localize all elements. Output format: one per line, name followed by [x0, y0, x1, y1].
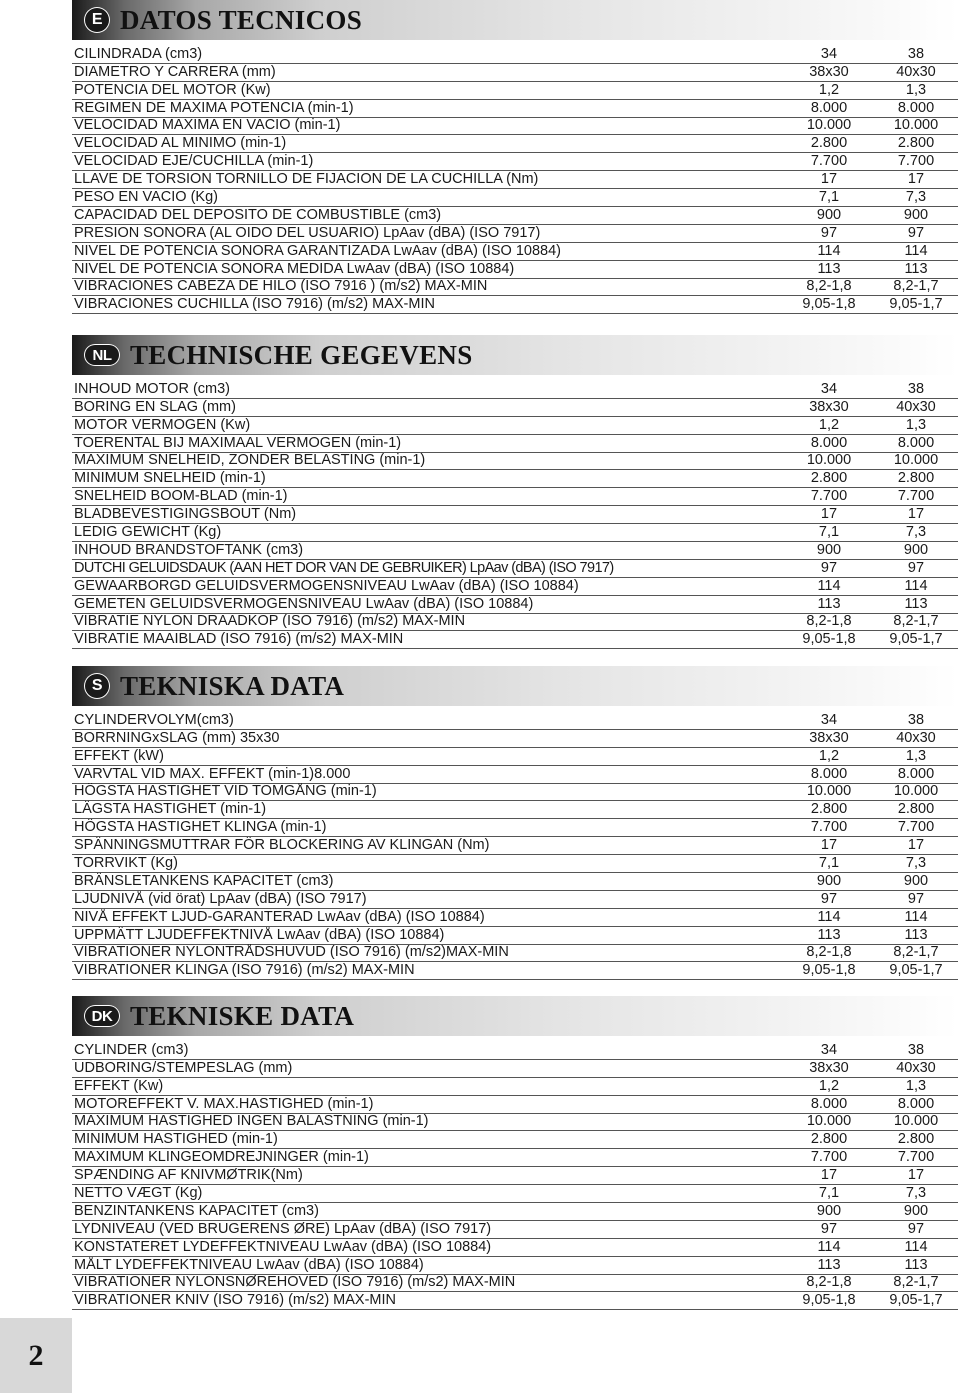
- spec-value-34: 2.800: [810, 801, 848, 818]
- spec-value-38: 8,2-1,7: [893, 613, 939, 630]
- spec-value-38: 97: [907, 224, 925, 241]
- spec-label: NIVEL DE POTENCIA SONORA GARANTIZADA LwAav (dBA) (ISO 10884): [74, 242, 561, 259]
- spec-label: VIBRATIE MAAIBLAD (ISO 7916) (m/s2) MAX-MIN: [74, 631, 404, 648]
- language-badge: S: [84, 673, 110, 699]
- table-row: [72, 135, 958, 153]
- spec-value-38: 900: [903, 206, 929, 223]
- spec-value-38: 900: [903, 872, 929, 889]
- spec-value-34: 34: [820, 711, 838, 728]
- page-number-box: [0, 1318, 72, 1393]
- spec-value-38: 2.800: [897, 470, 935, 487]
- spec-value-38: 7.700: [897, 153, 935, 170]
- spec-label: NETTO VÆGT (Kg): [74, 1185, 203, 1202]
- table-row: [72, 46, 958, 64]
- spec-value-38: 8.000: [897, 1095, 935, 1112]
- spec-label: INHOUD MOTOR (cm3): [74, 380, 231, 397]
- spec-value-38: 9,05-1,7: [889, 296, 943, 313]
- spec-value-34: 2.800: [810, 1131, 848, 1148]
- spec-value-34: 114: [817, 908, 841, 925]
- spec-value-38: 7,3: [905, 1185, 927, 1202]
- spec-label: VIBRATIONER KLINGA (ISO 7916) (m/s2) MAX-MIN: [74, 962, 415, 979]
- table-row: [72, 873, 958, 891]
- spec-label: VIBRACIONES CABEZA DE HILO (ISO 7916 ) (m/s2) MAX-MIN: [74, 278, 488, 295]
- spec-value-34: 34: [820, 380, 838, 397]
- spec-label: DUTCHI GELUIDSDAUK (AAN HET DOR VAN DE GEBRUIKER) LpAav (dBA) (ISO 7917): [74, 559, 614, 576]
- table-row: [72, 578, 958, 596]
- table-row: [72, 279, 958, 297]
- section-swedish: [72, 666, 958, 980]
- spec-label: PRESION SONORA (AL OIDO DEL USUARIO) LpAav (dBA) (ISO 7917): [74, 224, 541, 241]
- spec-value-34: 9,05-1,8: [802, 296, 856, 313]
- spec-value-38: 113: [904, 595, 928, 612]
- spec-value-34: 34: [820, 45, 838, 62]
- table-row: [72, 801, 958, 819]
- spec-label: DIAMETRO Y CARRERA (mm): [74, 63, 276, 80]
- spec-value-38: 10.000: [893, 452, 939, 469]
- spec-value-34: 8,2-1,8: [806, 278, 852, 295]
- spec-value-34: 113: [817, 595, 841, 612]
- spec-value-38: 10.000: [893, 783, 939, 800]
- table-row: [72, 1078, 958, 1096]
- spec-value-34: 7,1: [818, 189, 840, 206]
- spec-label: TOERENTAL BIJ MAXIMAAL VERMOGEN (min-1): [74, 434, 402, 451]
- section-spanish: [72, 0, 958, 314]
- section-title: DATOS TECNICOS: [120, 4, 363, 35]
- spec-label: VIBRACIONES CUCHILLA (ISO 7916) (m/s2) MAX-MIN: [74, 296, 435, 313]
- spec-value-38: 1,3: [905, 81, 927, 98]
- spec-value-34: 7.700: [810, 488, 848, 505]
- spec-label: TORRVIKT (Kg): [74, 855, 178, 872]
- table-row: [72, 435, 958, 453]
- spec-value-38: 114: [904, 908, 928, 925]
- table-row: [72, 614, 958, 632]
- spec-value-34: 17: [820, 837, 838, 854]
- table-row: [72, 381, 958, 399]
- spec-value-34: 1,2: [818, 747, 840, 764]
- section-dutch: [72, 335, 958, 649]
- spec-label: CILINDRADA (cm3): [74, 45, 203, 62]
- spec-label: POTENCIA DEL MOTOR (Kw): [74, 81, 271, 98]
- spec-label: VELOCIDAD AL MINIMO (min-1): [74, 135, 287, 152]
- table-row: [72, 1042, 958, 1060]
- spec-label: LLAVE DE TORSION TORNILLO DE FIJACION DE LA CUCHILLA (Nm): [74, 171, 539, 188]
- table-row: [72, 1239, 958, 1257]
- spec-value-34: 10.000: [806, 1113, 852, 1130]
- spec-value-38: 9,05-1,7: [889, 1292, 943, 1309]
- spec-value-38: 7,3: [905, 855, 927, 872]
- spec-value-34: 7.700: [810, 1149, 848, 1166]
- table-row: [72, 506, 958, 524]
- spec-value-34: 10.000: [806, 117, 852, 134]
- spec-label: CYLINDERVOLYM(cm3): [74, 711, 234, 728]
- section-header: [72, 335, 958, 375]
- table-row: [72, 909, 958, 927]
- spec-value-34: 9,05-1,8: [802, 1292, 856, 1309]
- table-row: [72, 225, 958, 243]
- spec-label: SNELHEID BOOM-BLAD (min-1): [74, 488, 288, 505]
- spec-label: MOTOREFFEKT V. MAX.HASTIGHED (min-1): [74, 1095, 374, 1112]
- table-row: [72, 927, 958, 945]
- language-badge: DK: [84, 1005, 120, 1027]
- spec-value-34: 7,1: [818, 524, 840, 541]
- spec-value-34: 113: [817, 926, 841, 943]
- spec-value-34: 900: [816, 206, 842, 223]
- table-row: [72, 243, 958, 261]
- spec-value-34: 8,2-1,8: [806, 1274, 852, 1291]
- table-row: [72, 1096, 958, 1114]
- spec-label: LEDIG GEWICHT (Kg): [74, 524, 222, 541]
- spec-value-38: 40x30: [896, 729, 936, 746]
- spec-value-38: 2.800: [897, 1131, 935, 1148]
- spec-label: VARVTAL VID MAX. EFFEKT (min-1)8.000: [74, 765, 351, 782]
- spec-value-38: 7.700: [897, 819, 935, 836]
- table-row: [72, 891, 958, 909]
- table-row: [72, 1257, 958, 1275]
- table-row: [72, 766, 958, 784]
- spec-value-38: 38: [907, 45, 925, 62]
- spec-value-38: 8.000: [897, 99, 935, 116]
- spec-value-38: 17: [907, 171, 925, 188]
- spec-value-38: 113: [904, 260, 928, 277]
- spec-label: REGIMEN DE MAXIMA POTENCIA (min-1): [74, 99, 354, 116]
- spec-label: HÖGSTA HASTIGHET KLINGA (min-1): [74, 819, 327, 836]
- spec-label: GEWAARBORGD GELUIDSVERMOGENSNIVEAU LwAav (dBA) (ISO 10884): [74, 577, 579, 594]
- language-badge: NL: [84, 344, 120, 366]
- spec-label: LJUDNIVÅ (vid örat) LpAav (dBA) (ISO 7917): [74, 890, 367, 907]
- spec-label: BORING EN SLAG (mm): [74, 398, 236, 415]
- spec-value-38: 8.000: [897, 765, 935, 782]
- spec-value-38: 8,2-1,7: [893, 944, 939, 961]
- spec-label: UDBORING/STEMPESLAG (mm): [74, 1059, 293, 1076]
- spec-value-38: 114: [904, 242, 928, 259]
- spec-value-34: 113: [817, 1256, 841, 1273]
- spec-value-34: 97: [820, 224, 838, 241]
- spec-label: PESO EN VACIO (Kg): [74, 189, 218, 206]
- table-row: [72, 596, 958, 614]
- table-row: [72, 1221, 958, 1239]
- spec-value-38: 2.800: [897, 801, 935, 818]
- table-row: [72, 207, 958, 225]
- spec-value-38: 40x30: [896, 1059, 936, 1076]
- spec-value-38: 38: [907, 711, 925, 728]
- table-row: [72, 1131, 958, 1149]
- spec-value-38: 7.700: [897, 488, 935, 505]
- spec-value-34: 8,2-1,8: [806, 944, 852, 961]
- spec-value-34: 900: [816, 872, 842, 889]
- section-header: [72, 666, 958, 706]
- spec-label: MINIMUM SNELHEID (min-1): [74, 470, 266, 487]
- section-title: TEKNISKE DATA: [130, 1000, 355, 1031]
- spec-label: KONSTATERET LYDEFFEKTNIVEAU LwAav (dBA) (ISO 10884): [74, 1238, 492, 1255]
- spec-value-38: 40x30: [896, 63, 936, 80]
- spec-value-34: 17: [820, 1167, 838, 1184]
- spec-value-38: 900: [903, 541, 929, 558]
- spec-value-34: 7,1: [818, 1185, 840, 1202]
- spec-value-34: 7.700: [810, 819, 848, 836]
- table-row: [72, 524, 958, 542]
- spec-value-38: 17: [907, 1167, 925, 1184]
- spec-label: UPPMÄTT LJUDEFFEKTNIVÅ LwAav (dBA) (ISO 10884): [74, 926, 445, 943]
- table-row: [72, 962, 958, 980]
- spec-value-38: 17: [907, 506, 925, 523]
- spec-value-34: 7.700: [810, 153, 848, 170]
- spec-value-38: 2.800: [897, 135, 935, 152]
- spec-label: VIBRATIONER NYLONSNØREHOVED (ISO 7916) (m/s2) MAX-MIN: [74, 1274, 516, 1291]
- table-row: [72, 470, 958, 488]
- spec-value-38: 9,05-1,7: [889, 962, 943, 979]
- spec-label: LÄGSTA HASTIGHET (min-1): [74, 801, 267, 818]
- spec-value-34: 8.000: [810, 765, 848, 782]
- spec-label: GEMETEN GELUIDSVERMOGENSNIVEAU LwAav (dBA) (ISO 10884): [74, 595, 534, 612]
- spec-value-34: 34: [820, 1041, 838, 1058]
- table-row: [72, 1167, 958, 1185]
- spec-label: CYLINDER (cm3): [74, 1041, 189, 1058]
- spec-value-34: 900: [816, 1202, 842, 1219]
- spec-value-34: 9,05-1,8: [802, 631, 856, 648]
- table-row: [72, 542, 958, 560]
- spec-value-34: 8.000: [810, 99, 848, 116]
- spec-value-38: 1,3: [905, 747, 927, 764]
- spec-value-38: 40x30: [896, 398, 936, 415]
- spec-value-34: 114: [817, 242, 841, 259]
- spec-value-34: 2.800: [810, 470, 848, 487]
- table-row: [72, 855, 958, 873]
- table-row: [72, 64, 958, 82]
- table-row: [72, 261, 958, 279]
- table-row: [72, 560, 958, 578]
- spec-table: [72, 712, 958, 980]
- spec-value-38: 113: [904, 926, 928, 943]
- spec-label: VELOCIDAD MAXIMA EN VACIO (min-1): [74, 117, 341, 134]
- spec-label: VELOCIDAD EJE/CUCHILLA (min-1): [74, 153, 314, 170]
- spec-value-34: 17: [820, 171, 838, 188]
- spec-label: MINIMUM HASTIGHED (min-1): [74, 1131, 278, 1148]
- spec-label: BLADBEVESTIGINGSBOUT (Nm): [74, 506, 297, 523]
- spec-value-34: 8.000: [810, 1095, 848, 1112]
- table-row: [72, 712, 958, 730]
- table-row: [72, 171, 958, 189]
- table-row: [72, 453, 958, 471]
- spec-label: CAPACIDAD DEL DEPOSITO DE COMBUSTIBLE (cm3): [74, 206, 442, 223]
- spec-value-34: 10.000: [806, 783, 852, 800]
- spec-value-38: 900: [903, 1202, 929, 1219]
- spec-table: [72, 1042, 958, 1310]
- table-row: [72, 1114, 958, 1132]
- spec-label: BORRNINGxSLAG (mm) 35x30: [74, 729, 280, 746]
- table-row: [72, 1149, 958, 1167]
- spec-value-38: 8,2-1,7: [893, 278, 939, 295]
- table-row: [72, 153, 958, 171]
- section-danish: [72, 996, 958, 1310]
- spec-value-38: 7,3: [905, 189, 927, 206]
- spec-value-34: 38x30: [809, 63, 849, 80]
- spec-table: [72, 46, 958, 314]
- spec-value-38: 7.700: [897, 1149, 935, 1166]
- table-row: [72, 1185, 958, 1203]
- table-row: [72, 1060, 958, 1078]
- spec-label: VIBRATIONER NYLONTRÅDSHUVUD (ISO 7916) (m/s2)MAX-MIN: [74, 944, 509, 961]
- spec-value-38: 10.000: [893, 1113, 939, 1130]
- spec-value-38: 1,3: [905, 416, 927, 433]
- spec-value-34: 8.000: [810, 434, 848, 451]
- spec-value-34: 38x30: [809, 398, 849, 415]
- spec-value-38: 1,3: [905, 1077, 927, 1094]
- spec-label: MAXIMUM SNELHEID, ZONDER BELASTING (min-1): [74, 452, 426, 469]
- spec-label: VIBRATIE NYLON DRAADKOP (ISO 7916) (m/s2) MAX-MIN: [74, 613, 466, 630]
- spec-label: MAXIMUM KLINGEOMDREJNINGER (min-1): [74, 1149, 369, 1166]
- table-row: [72, 417, 958, 435]
- spec-value-34: 7,1: [818, 855, 840, 872]
- table-row: [72, 819, 958, 837]
- spec-value-34: 97: [820, 1220, 838, 1237]
- table-row: [72, 1292, 958, 1310]
- spec-value-38: 38: [907, 380, 925, 397]
- spec-value-34: 97: [820, 890, 838, 907]
- spec-value-38: 7,3: [905, 524, 927, 541]
- table-row: [72, 1275, 958, 1293]
- spec-value-38: 8,2-1,7: [893, 1274, 939, 1291]
- table-row: [72, 100, 958, 118]
- spec-value-38: 113: [904, 1256, 928, 1273]
- spec-value-38: 8.000: [897, 434, 935, 451]
- spec-label: VIBRATIONER KNIV (ISO 7916) (m/s2) MAX-MIN: [74, 1292, 397, 1309]
- spec-label: NIVÅ EFFEKT LJUD-GARANTERAD LwAav (dBA) (ISO 10884): [74, 908, 485, 925]
- spec-value-38: 114: [904, 1238, 928, 1255]
- section-title: TEKNISKA DATA: [120, 670, 345, 701]
- spec-value-38: 10.000: [893, 117, 939, 134]
- spec-label: EFFEKT (Kw): [74, 1077, 164, 1094]
- table-row: [72, 296, 958, 314]
- page-number: 2: [28, 1338, 44, 1372]
- language-badge: E: [84, 7, 110, 33]
- table-row: [72, 837, 958, 855]
- spec-label: SPÄNNINGSMUTTRAR FÖR BLOCKERING AV KLINGAN (Nm): [74, 837, 490, 854]
- spec-label: MOTOR VERMOGEN (Kw): [74, 416, 251, 433]
- spec-value-34: 900: [816, 541, 842, 558]
- spec-value-34: 1,2: [818, 416, 840, 433]
- spec-label: HÖGSTA HASTIGHET VID TOMGÅNG (min-1): [74, 783, 377, 800]
- spec-value-34: 114: [817, 1238, 841, 1255]
- table-row: [72, 631, 958, 649]
- spec-value-34: 97: [820, 559, 838, 576]
- spec-value-34: 9,05-1,8: [802, 962, 856, 979]
- spec-value-38: 97: [907, 1220, 925, 1237]
- table-row: [72, 730, 958, 748]
- table-row: [72, 118, 958, 136]
- spec-label: MÅLT LYDEFFEKTNIVEAU LwAav (dBA) (ISO 10884): [74, 1256, 424, 1273]
- spec-label: BENZINTANKENS KAPACITET (cm3): [74, 1202, 319, 1219]
- spec-value-34: 1,2: [818, 81, 840, 98]
- table-row: [72, 784, 958, 802]
- spec-label: MAXIMUM HASTIGHED INGEN BALASTNING (min-1): [74, 1113, 429, 1130]
- spec-value-34: 10.000: [806, 452, 852, 469]
- spec-value-34: 1,2: [818, 1077, 840, 1094]
- table-row: [72, 399, 958, 417]
- spec-value-38: 9,05-1,7: [889, 631, 943, 648]
- table-row: [72, 82, 958, 100]
- spec-value-34: 17: [820, 506, 838, 523]
- table-row: [72, 1203, 958, 1221]
- section-header: [72, 0, 958, 40]
- spec-value-38: 17: [907, 837, 925, 854]
- spec-value-34: 2.800: [810, 135, 848, 152]
- spec-label: NIVEL DE POTENCIA SONORA MEDIDA LwAav (dBA) (ISO 10884): [74, 260, 515, 277]
- spec-value-38: 114: [904, 577, 928, 594]
- section-title: TECHNISCHE GEGEVENS: [130, 339, 473, 370]
- spec-table: [72, 381, 958, 649]
- spec-value-34: 38x30: [809, 729, 849, 746]
- spec-value-38: 97: [907, 559, 925, 576]
- spec-value-34: 113: [817, 260, 841, 277]
- spec-label: BRÄNSLETANKENS KAPACITET (cm3): [74, 872, 334, 889]
- spec-label: INHOUD BRANDSTOFTANK (cm3): [74, 541, 304, 558]
- spec-label: EFFEKT (kW): [74, 747, 164, 764]
- table-row: [72, 488, 958, 506]
- spec-label: SPÆNDING AF KNIVMØTRIK(Nm): [74, 1167, 303, 1184]
- spec-value-34: 38x30: [809, 1059, 849, 1076]
- spec-value-34: 114: [817, 577, 841, 594]
- spec-value-38: 97: [907, 890, 925, 907]
- table-row: [72, 748, 958, 766]
- spec-value-34: 8,2-1,8: [806, 613, 852, 630]
- table-row: [72, 189, 958, 207]
- spec-value-38: 38: [907, 1041, 925, 1058]
- table-row: [72, 945, 958, 963]
- section-header: [72, 996, 958, 1036]
- spec-label: LYDNIVEAU (VED BRUGERENS ØRE) LpAav (dBA) (ISO 7917): [74, 1220, 492, 1237]
